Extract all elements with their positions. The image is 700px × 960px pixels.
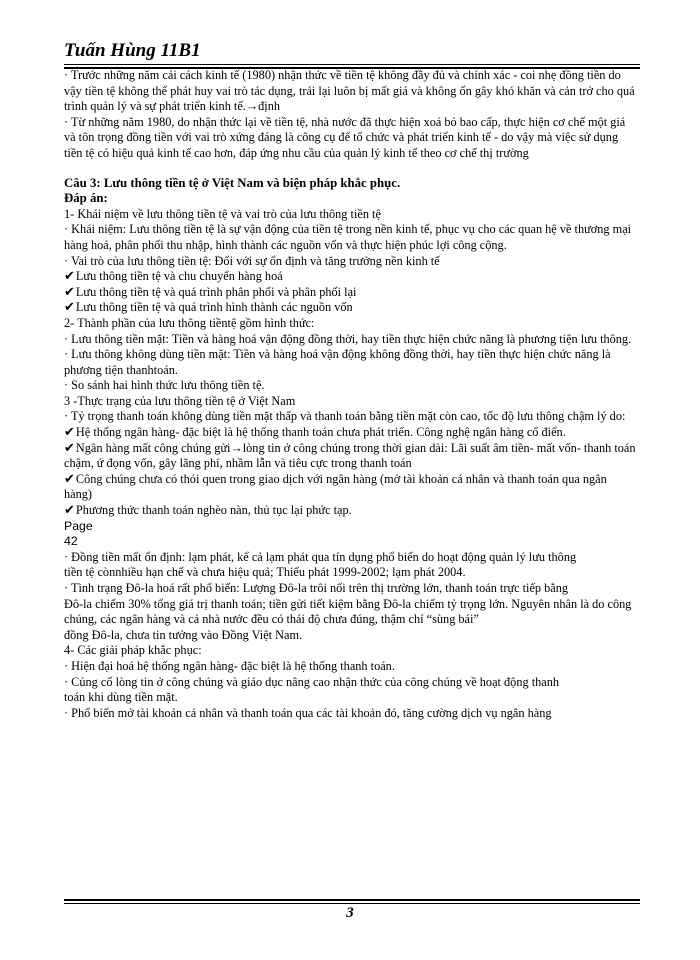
checkmark-item: ✔ Lưu thông tiền tệ và chu chuyển hàng hoá [64,269,636,285]
paragraph: · So sánh hai hình thức lưu thông tiền tệ. [64,378,265,393]
checkmark-item: ✔ Công chúng chưa có thói quen trong giao dịch với ngân hàng (mở tài khoản cá nhân và thanh toán qua ngân hàng) [64,472,636,503]
footer-rule [64,903,640,904]
paragraph: 4- Các giải pháp khắc phục: [64,643,202,658]
paragraph: · Củng cố lòng tin ở công chúng và giáo dục nâng cao nhận thức của công chúng về hoạt động thanh [64,674,560,689]
paragraph: Page [64,518,93,533]
paragraph: · Khái niệm: Lưu thông tiền tệ là sự vận động của tiền tệ trong nền kinh tế, phục vụ cho các quan hệ về thương mại hàng hoá, phân phối thu nhập, hình thành các nguồn vốn và thực hiện phúc lợi công cộng. [64,222,632,252]
paragraph-spacer [64,162,636,176]
checkmark-item: ✔ Lưu thông tiền tệ và quá trình phân phối và phân phối lại [64,285,636,301]
paragraph: · Phổ biến mở tài khoản cá nhân và thanh toán qua các tài khoản đó, tăng cường dịch vụ ngân hàng [64,705,552,720]
paragraph: 3 -Thực trạng của lưu thông tiền tệ ở Việt Nam [64,393,296,408]
page-header-title: Tuấn Hùng 11B1 [64,40,201,61]
checkmark-item: ✔ Hệ thống ngân hàng- đặc biệt là hệ thống thanh toán chưa phát triển. Công nghệ ngân hàng cổ điển. [64,425,636,441]
paragraph: · Đồng tiền mất ổn định: lạm phát, kể cả lạm phát qua tín dụng phổ biến do hoạt động quản lý lưu thông [64,549,577,564]
page-number: 3 [346,905,354,921]
paragraph: · Lưu thông không dùng tiền mặt: Tiền và hàng hoá vận động không đồng thời, hay tiền thực hiện chức năng là phương tiện thanhtoán. [64,347,611,377]
footer-rule-thick [64,899,640,901]
checkmark-item: ✔ Lưu thông tiền tệ và quá trình hình thành các nguồn vốn [64,300,636,316]
paragraph: 42 [64,534,78,549]
section-heading: Câu 3: Lưu thông tiền tệ ở Việt Nam và biện pháp khắc phục. [64,175,401,190]
paragraph: 2- Thành phần của lưu thông tiềntệ gồm hình thức: [64,315,315,330]
header-rule [64,64,640,65]
paragraph: · Trước những năm cải cách kinh tế (1980) nhận thức về tiền tệ không đầy đủ và chính xác - coi nhẹ đồng tiền do vậy tiền tệ không thể phát huy vai trò tác dụng, trái lại luôn bị mất giá và không ổn gây khó khăn và cản trở cho quá trình quản lý và sự phát triển kinh tế.→định [64,68,635,114]
paragraph: · Lưu thông tiền mặt: Tiền và hàng hoá vận động đồng thời, hay tiền thực hiện chức năng là phương tiện lưu thông. [64,331,632,346]
checkmark-item: ✔ Phương thức thanh toán nghèo nàn, thủ tục lại phức tạp. [64,503,636,519]
paragraph: 1- Khái niệm về lưu thông tiền tệ và vai trò của lưu thông tiền tệ [64,206,381,221]
paragraph: · Hiện đại hoá hệ thống ngân hàng- đặc biệt là hệ thống thanh toán. [64,658,395,673]
section-heading: Đáp án: [64,191,108,206]
paragraph: tiền tệ cònnhiều hạn chế và chưa hiệu quả; Thiểu phát 1999-2002; lạm phát 2004. [64,565,466,580]
paragraph: toán khi dùng tiền mặt. [64,690,178,705]
paragraph: · Từ những năm 1980, do nhận thức lại về tiền tệ, nhà nước đã thực hiện xoá bỏ bao cấp, thực hiện cơ chế một giá và tôn trọng đồng tiền với vai trò xứng đáng là công cụ để tổ chức và phát triển kinh tế - do vậy mà việc sử dụng tiền tệ có hiệu quả kinh tế cao hơn, đáp ứng nhu cầu của quản lý kinh tế theo cơ chế thị trường [64,114,626,160]
document-body [64,68,636,721]
paragraph: · Vai trò của lưu thông tiền tệ: Đối với sự ổn định và tăng trưởng nền kinh tế [64,253,440,268]
paragraph: đồng Đô-la, chưa tin tưởng vào Đồng Việt Nam. [64,627,303,642]
paragraph: · Tỷ trọng thanh toán không dùng tiền mặt thấp và thanh toán bằng tiền mặt còn cao, tốc độ lưu thông chậm lý do: [64,409,626,424]
checkmark-item: ✔ Ngân hàng mất công chúng gửi→lòng tin ở công chúng trong thời gian dài: Lãi suất âm tiền- mất vốn- thanh toán chậm, ứ đọng vốn, gây lãng phí, nhầm lẫn và tiêu cực trong thanh toán [64,441,636,472]
paragraph: Đô-la chiếm 30% tổng giá trị thanh toán; tiền gửi tiết kiệm bằng Đô-la chiếm tỷ trọng lớn. Nguyên nhân là do công chúng, các ngân hàng và cả nhà nước đều có thái độ chưa đúng, thậm chí “sùng bái” [64,596,632,627]
paragraph: · Tình trạng Đô-la hoá rất phổ biến: Lượng Đô-la trôi nổi trên thị trường lớn, thanh toán trực tiếp bằng [64,581,569,595]
